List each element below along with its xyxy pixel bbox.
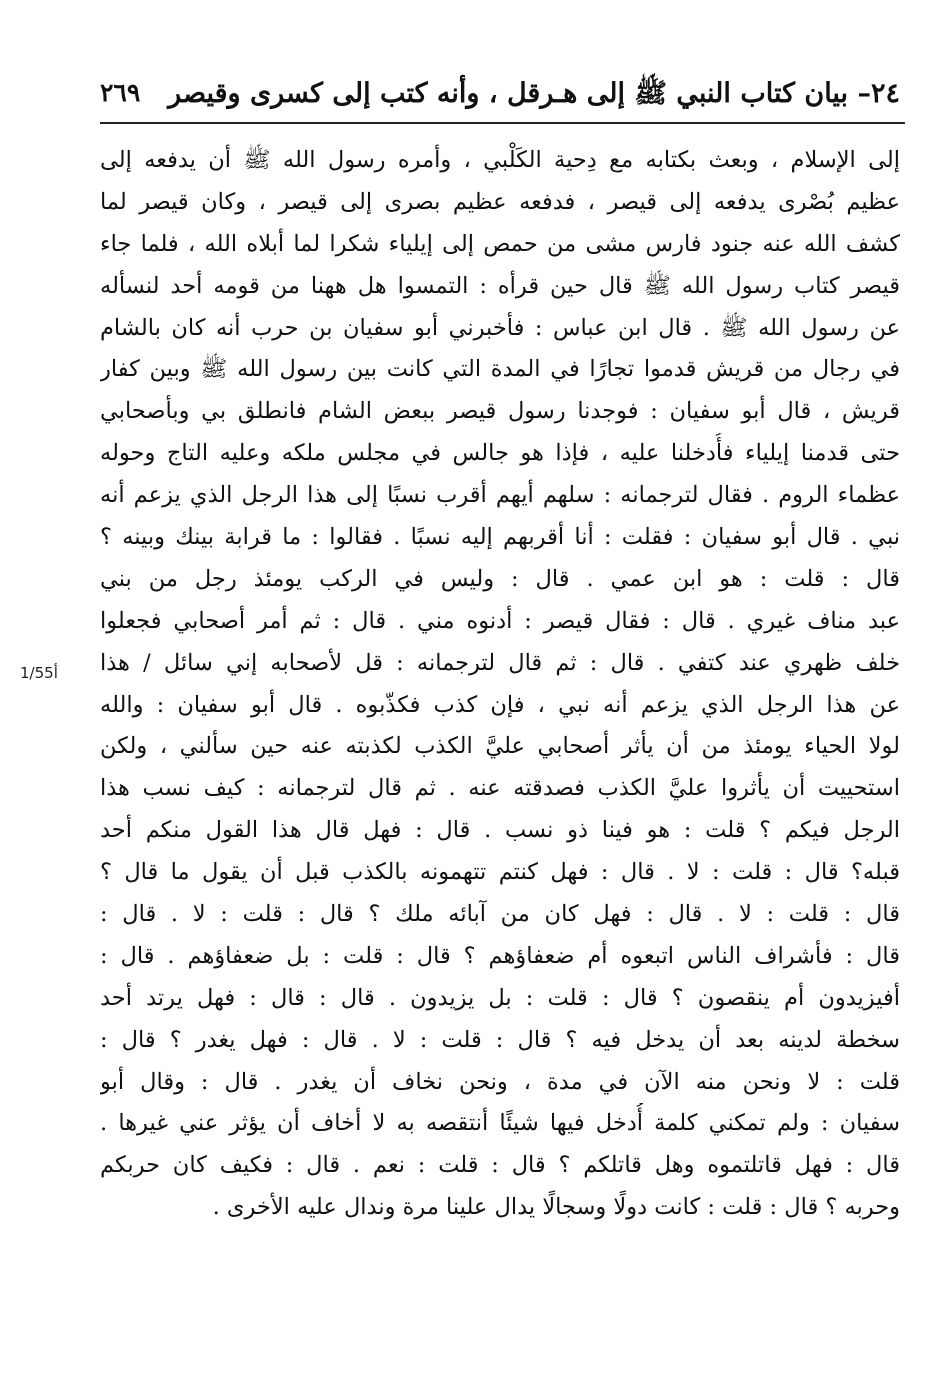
text-line: عبد مناف غيري . قال : فقال قيصر : أدنوه مني . قال : ثم أمر أصحابي فجعلوا [100, 607, 900, 634]
text-line: لولا الحياء يومئذ من أن يأثر أصحابي عليَّ الكذب لكذبته عنه حين سألني ، ولكن [100, 733, 900, 760]
text-line: عن هذا الرجل الذي يزعم أنه نبي ، فإن كذب فكذّبوه . قال أبو سفيان : والله [100, 691, 900, 718]
text-line: إلى الإسلام ، وبعث بكتابه مع دِحية الكَلْبي ، وأمره رسول الله ﷺ أن يدفعه إلى [100, 147, 900, 173]
chapter-title: ٢٤– بيان كتاب النبي ﷺ إلى هـرقل ، وأنه كتب إلى كسرى وقيصر [168, 78, 900, 109]
text-line: استحييت أن يأثروا عليَّ الكذب فصدقته عنه . ثم قال لترجمانه : كيف نسب هذا [100, 775, 900, 802]
text-line: سفيان : ولم تمكني كلمة أُدخل فيها شيئًا أنتقصه به لا أخاف أن يؤثر عني غيرها . [100, 1110, 900, 1137]
text-line: قال : فهل قاتلتموه وهل قاتلكم ؟ قال : قلت : نعم . قال : فكيف كان حربكم [100, 1152, 900, 1179]
text-line: عظيم بُصْرى يدفعه إلى قيصر ، فدفعه عظيم بصرى إلى قيصر ، وكان قيصر لما [100, 188, 900, 215]
text-line: أفيزيدون أم ينقصون ؟ قال : قلت : بل يزيدون . قال : قال : فهل يرتد أحد [100, 984, 900, 1011]
text-line: عن رسول الله ﷺ . قال ابن عباس : فأخبرني أبو سفيان بن حرب أنه كان بالشام [100, 314, 900, 341]
text-line: قال : قلت : لا . قال : فهل كان من آبائه ملك ؟ قال : قلت : لا . قال : [100, 901, 900, 928]
text-line: قيصر كتاب رسول الله ﷺ قال حين قرأه : التمسوا هل ههنا من قومه أحد لنسأله [100, 272, 900, 299]
manuscript-folio-note: 1/55أ [20, 664, 58, 682]
page-number: ٢٦٩ [100, 78, 141, 107]
text-line: قلت : لا ونحن منه الآن في مدة ، ونحن نخاف أن يغدر . قال : وقال أبو [100, 1068, 900, 1095]
running-header [100, 72, 900, 116]
text-line: الرجل فيكم ؟ قلت : هو فينا ذو نسب . قال : فهل قال هذا القول منكم أحد [100, 817, 900, 844]
text-line: قبله؟ قال : قلت : لا . قال : فهل كنتم تتهمونه بالكذب قبل أن يقول ما قال ؟ [100, 859, 900, 886]
text-line: قال : فأشراف الناس اتبعوه أم ضعفاؤهم ؟ قال : قلت : بل ضعفاؤهم . قال : [100, 942, 900, 969]
text-line: قريش ، قال أبو سفيان : فوجدنا رسول قيصر ببعض الشام فانطلق بي وبأصحابي [100, 398, 900, 425]
text-line: عظماء الروم . فقال لترجمانه : سلهم أيهم أقرب نسبًا إلى هذا الرجل الذي يزعم أنه [100, 482, 900, 509]
text-line: سخطة لدينه بعد أن يدخل فيه ؟ قال : قلت : لا . قال : فهل يغدر ؟ قال : [100, 1026, 900, 1053]
text-line: حتى قدمنا إيلياء فأُدخلنا عليه ، فإذا هو جالس في مجلس ملكه وعليه التاج وحوله [100, 440, 900, 467]
text-line: في رجال من قريش قدموا تجارًا في المدة التي كانت بين رسول الله ﷺ وبين كفار [100, 356, 900, 383]
text-line: قال : قلت : هو ابن عمي . قال : وليس في الركب يومئذ رجل من بني [100, 565, 900, 592]
text-line: كشف الله عنه جنود فارس مشى من حمص إلى إيلياء شكرا لما أبلاه الله ، فلما جاء [100, 230, 900, 257]
header-divider [100, 122, 905, 124]
text-line: وحربه ؟ قال : قلت : كانت دولًا وسجالًا يدال علينا مرة وندال عليه الأخرى . [212, 1194, 900, 1221]
body-text [100, 140, 900, 1229]
text-line: خلف ظهري عند كتفي . قال : ثم قال لترجمانه : قل لأصحابه إني سائل / هذا [100, 649, 900, 676]
text-line: نبي . قال أبو سفيان : فقلت : أنا أقربهم إليه نسبًا . فقالوا : ما قرابة بينك وبينه ؟ [100, 524, 900, 551]
